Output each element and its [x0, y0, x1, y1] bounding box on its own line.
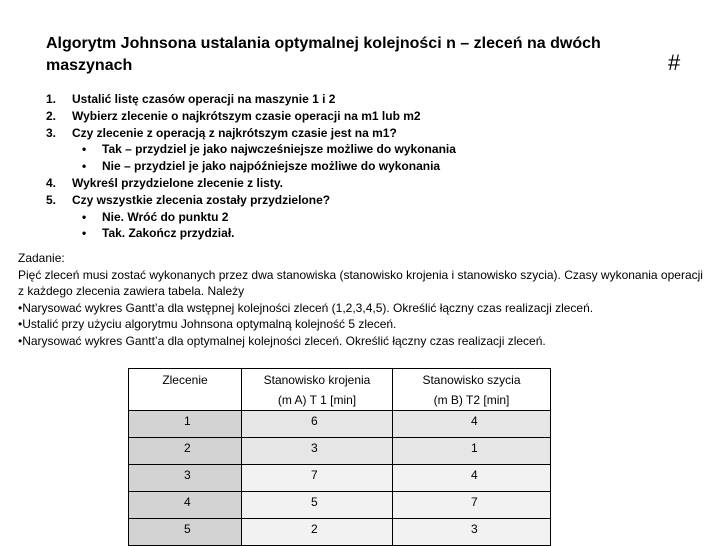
step-text: Czy zlecenie z operacją z najkrótszym czasie jest na m1? — [72, 125, 397, 140]
table-cell: 5 — [242, 492, 393, 519]
step-number: 2. — [46, 108, 57, 123]
step-number: 5. — [46, 192, 57, 207]
table-cell: 1 — [129, 411, 242, 438]
header-line: (m B) T2 [min] — [433, 393, 510, 407]
step-text: Czy wszystkie zlecenia zostały przydzielone? — [72, 192, 331, 207]
table-row — [129, 519, 551, 546]
table-header-row — [129, 369, 551, 411]
table-cell: 3 — [393, 519, 551, 546]
bullet-icon: • — [82, 226, 87, 241]
table-cell: 7 — [393, 492, 551, 519]
task-line: •Narysować wykres Gantt’a dla optymalnej kolejności zleceń. Określić łączny czas realizacji zleceń. — [18, 333, 546, 348]
header-line: Stanowisko krojenia — [263, 373, 371, 387]
sub-item-text: Tak. Zakończ przydział. — [102, 226, 235, 241]
column-header-sewing — [393, 369, 551, 411]
table-cell: 4 — [393, 411, 551, 438]
table-cell: 7 — [242, 465, 393, 492]
step-1 — [46, 91, 666, 108]
table-cell: 2 — [242, 519, 393, 546]
header-line: (m A) T 1 [min] — [277, 393, 357, 407]
table-cell: 4 — [129, 492, 242, 519]
sub-item — [78, 141, 666, 158]
step-5-options — [72, 209, 666, 243]
table-cell: 5 — [129, 519, 242, 546]
step-4 — [46, 175, 666, 192]
algorithm-steps — [46, 91, 666, 242]
sub-item — [78, 209, 666, 226]
sub-item — [78, 225, 666, 242]
bullet-icon: • — [82, 142, 87, 157]
bullet-icon: • — [82, 159, 87, 174]
hash-symbol: # — [668, 50, 681, 75]
table-cell: 3 — [242, 438, 393, 465]
task-description — [18, 250, 708, 349]
sub-item-text: Tak – przydziel je jako najwcześniejsze możliwe do wykonania — [102, 142, 456, 157]
table-cell: 6 — [242, 411, 393, 438]
table-cell: 4 — [393, 465, 551, 492]
table-row — [129, 438, 551, 465]
step-text: Wybierz zlecenie o najkrótszym czasie operacji na m1 lub m2 — [72, 108, 421, 123]
sub-item-text: Nie. Wróć do punktu 2 — [102, 209, 229, 224]
table-row — [129, 492, 551, 519]
bullet-icon: • — [82, 209, 87, 224]
step-3 — [46, 125, 666, 175]
step-text: Ustalić listę czasów operacji na maszynie 1 i 2 — [72, 92, 336, 106]
task-line: Pięć zleceń musi zostać wykonanych przez dwa stanowiska (stanowisko krojenia i stanowisko szycia). Czasy wykonania operacji z każdego zlecenia zawiera tabela. Należy — [18, 267, 703, 298]
step-number: 3. — [46, 125, 57, 140]
task-line: •Narysować wykres Gantt’a dla wstępnej kolejności zleceń (1,2,3,4,5). Określić łączny czas realizacji zleceń. — [18, 300, 594, 315]
sub-item — [78, 158, 666, 175]
processing-times-table — [128, 368, 551, 546]
header-line: Stanowisko szycia — [422, 373, 521, 387]
table-cell: 1 — [393, 438, 551, 465]
step-number: 1. — [46, 92, 57, 106]
table-cell: 3 — [129, 465, 242, 492]
step-text: Wykreśl przydzielone zlecenie z listy. — [72, 175, 283, 190]
slide-title: Algorytm Johnsona ustalania optymalnej kolejności n – zleceń na dwóch maszynach — [46, 35, 601, 74]
step-2 — [46, 108, 666, 125]
table-cell: 2 — [129, 438, 242, 465]
column-header-cutting — [242, 369, 393, 411]
header-line: Zlecenie — [162, 373, 208, 387]
task-heading: Zadanie: — [18, 251, 65, 265]
task-line: •Ustalić przy użyciu algorytmu Johnsona optymalną kolejność 5 zleceń. — [18, 317, 397, 331]
column-header-order — [129, 369, 242, 411]
sub-item-text: Nie – przydziel je jako najpóźniejsze możliwe do wykonania — [102, 159, 441, 174]
step-5 — [46, 192, 666, 242]
step-3-options — [72, 141, 666, 175]
table-row — [129, 465, 551, 492]
step-number: 4. — [46, 175, 57, 190]
table-row — [129, 411, 551, 438]
